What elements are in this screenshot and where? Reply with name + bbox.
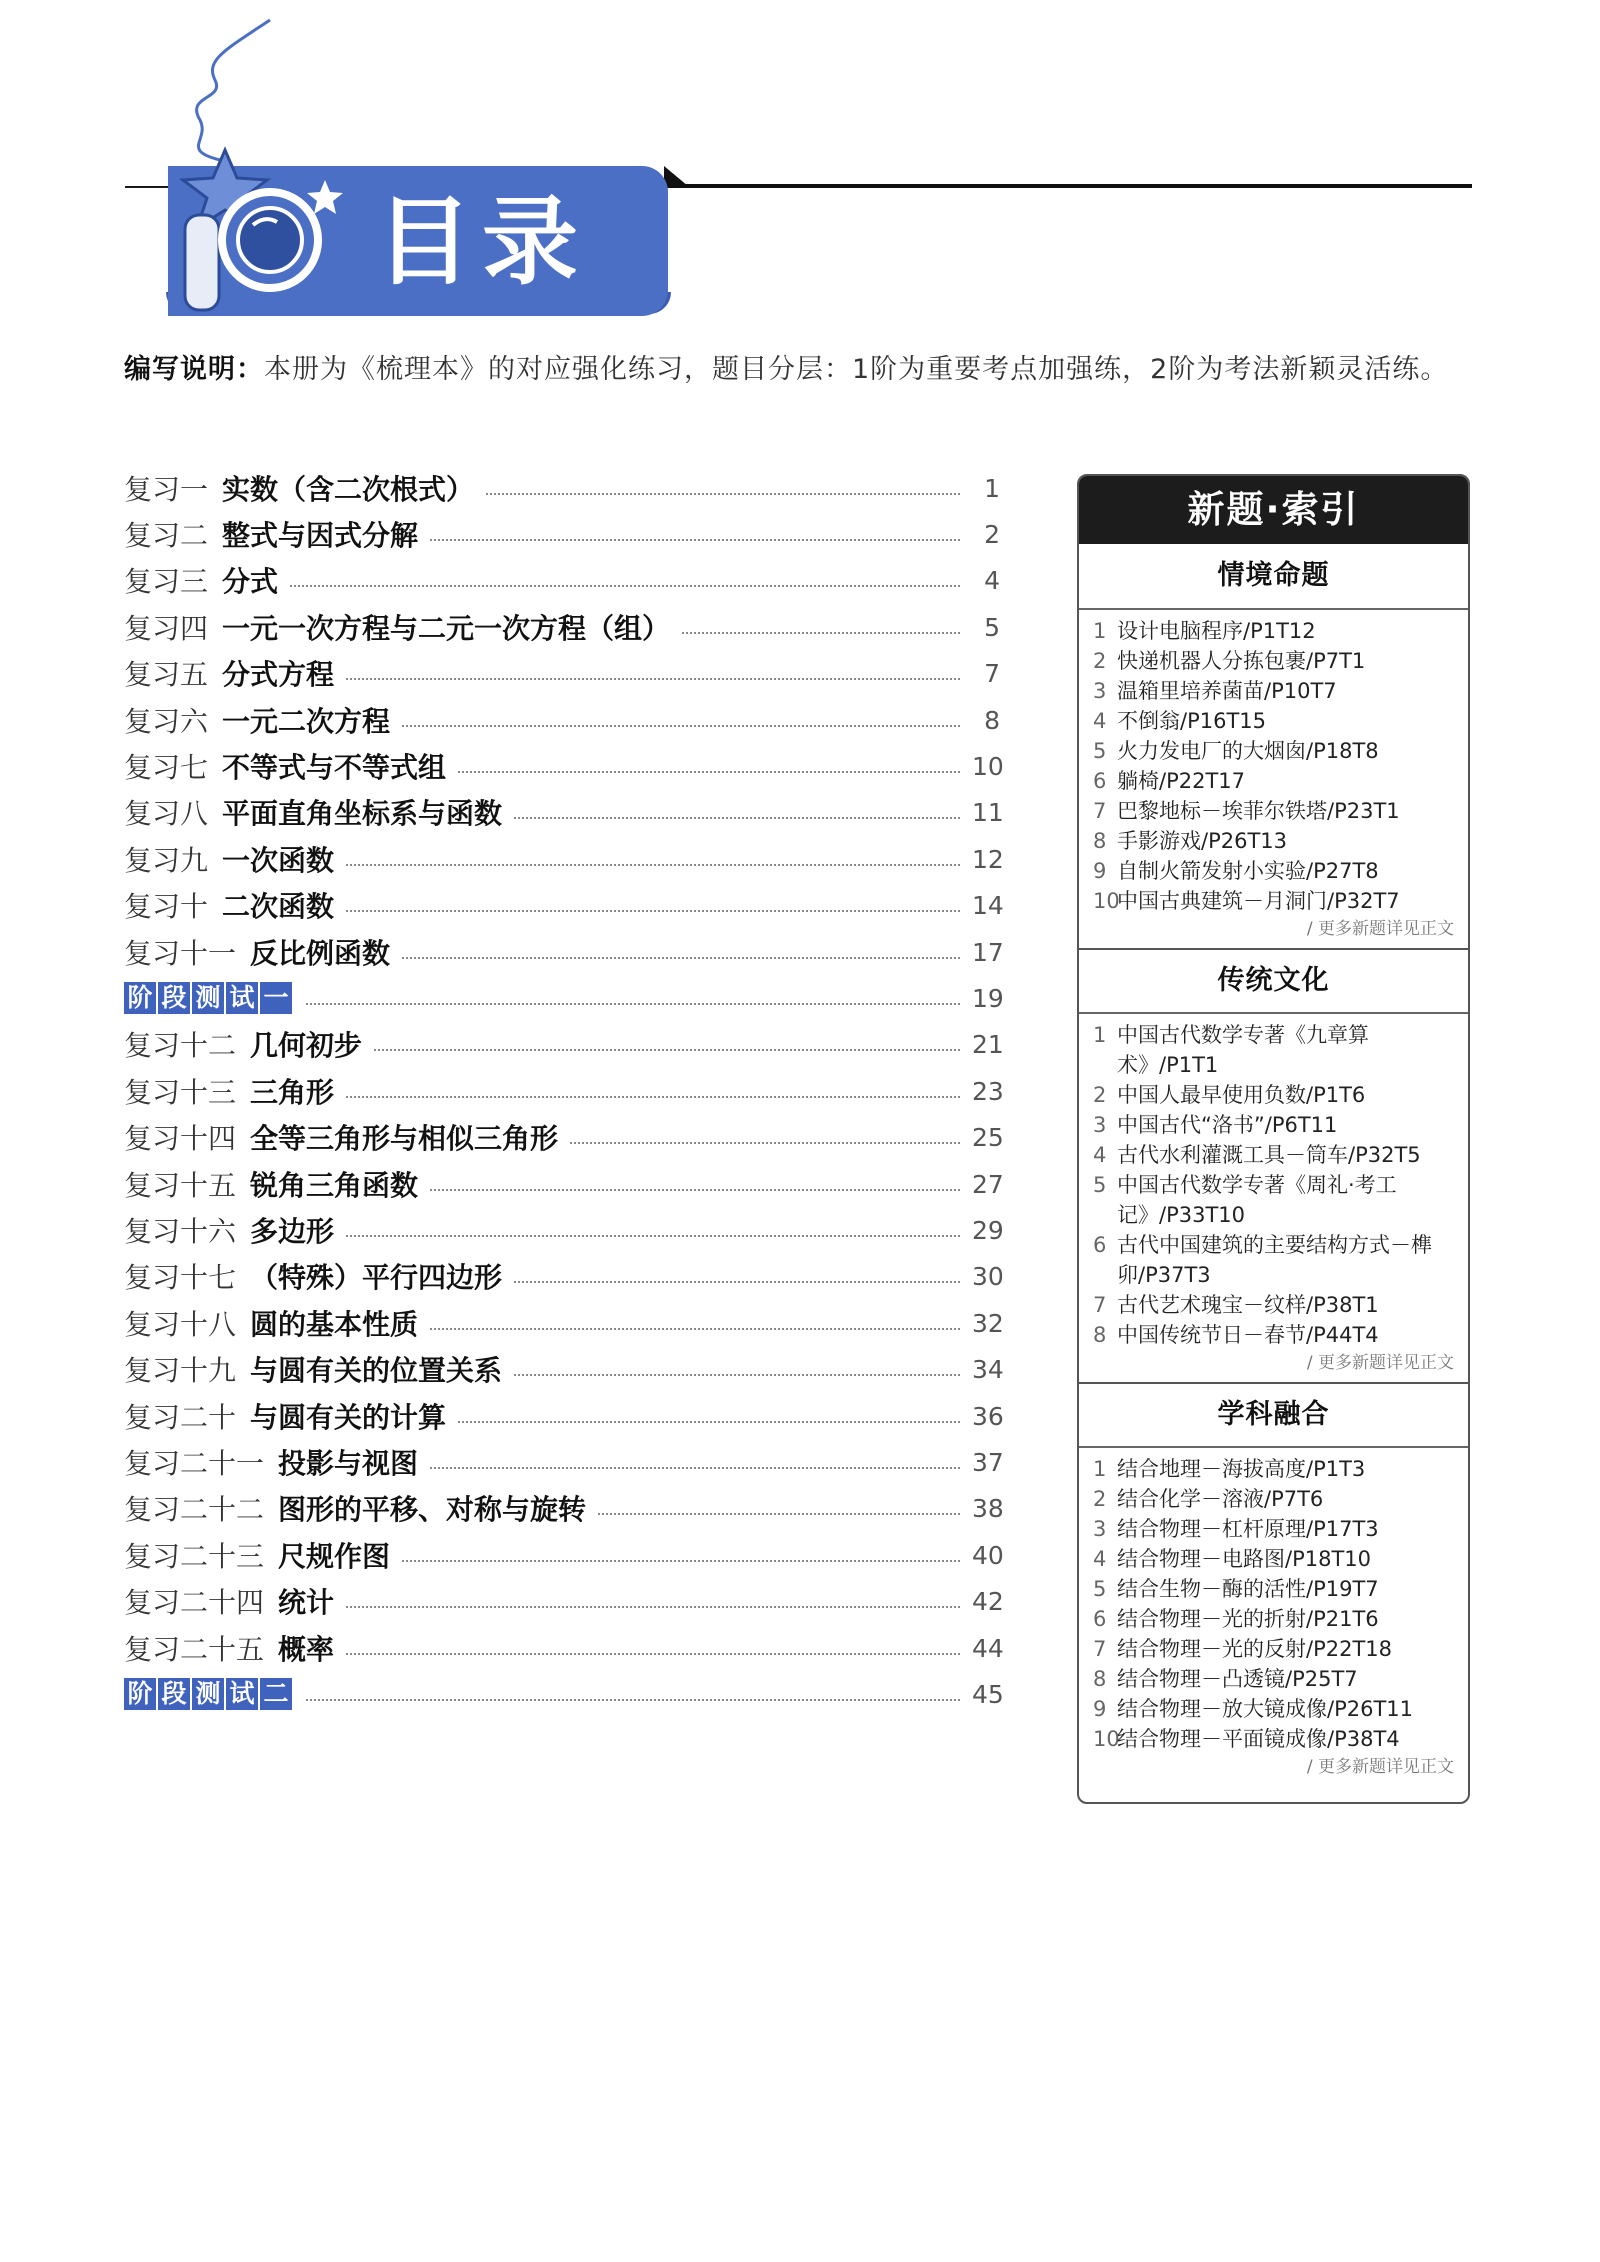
index-item[interactable] — [1093, 1544, 1454, 1574]
index-item[interactable] — [1093, 1724, 1454, 1754]
toc-page-number: 34 — [972, 1354, 1004, 1384]
toc-row[interactable] — [124, 1628, 1004, 1668]
index-item-number: 8 — [1093, 1667, 1107, 1691]
index-item[interactable] — [1093, 1320, 1454, 1350]
stage-test-char: 测 — [192, 982, 224, 1014]
index-item[interactable] — [1093, 1020, 1454, 1080]
toc-leader-dots — [346, 1653, 960, 1655]
new-question-index — [1077, 474, 1470, 1804]
index-item[interactable] — [1093, 736, 1454, 766]
toc-leader-dots — [570, 1142, 960, 1144]
toc-page-number: 30 — [972, 1261, 1004, 1291]
astronaut-star-icon — [165, 0, 365, 320]
index-item-number: 5 — [1093, 1577, 1107, 1601]
index-item-text: 结合物理－放大镜成像/P26T11 — [1117, 1697, 1414, 1721]
toc-row[interactable] — [124, 792, 1004, 832]
toc-page-number: 8 — [984, 705, 1000, 735]
index-item-text: 中国古代“洛书”/P6T11 — [1117, 1113, 1338, 1137]
index-item-text: 结合物理－电路图/P18T10 — [1117, 1547, 1372, 1571]
toc-leader-dots — [402, 957, 960, 959]
toc-row[interactable] — [124, 1674, 1004, 1714]
toc-leader-dots — [346, 1606, 960, 1608]
index-item-number: 1 — [1093, 619, 1107, 643]
toc-chapter-number: 复习十七 — [124, 1261, 237, 1294]
index-item-text: 巴黎地标－埃菲尔铁塔/P23T1 — [1117, 799, 1400, 823]
toc-leader-dots — [346, 910, 960, 912]
index-item-text: 古代艺术瑰宝－纹样/P38T1 — [1117, 1293, 1379, 1317]
toc-chapter-title: 全等三角形与相似三角形 — [250, 1122, 559, 1155]
toc-row[interactable] — [124, 653, 1000, 693]
toc-page-number: 4 — [984, 565, 1000, 595]
index-section-list — [1079, 610, 1468, 916]
toc-chapter-number: 复习二 — [124, 519, 209, 552]
toc-page-number: 10 — [972, 751, 1004, 781]
toc-page-number: 27 — [972, 1169, 1004, 1199]
toc-row[interactable] — [124, 885, 1004, 925]
index-more-note: / 更多新题详见正文 — [1306, 919, 1454, 939]
toc-page-number: 1 — [984, 473, 1000, 503]
index-item-number: 1 — [1093, 1457, 1107, 1481]
toc-chapter-number: 复习九 — [124, 844, 209, 877]
intro-text: 本册为《梳理本》的对应强化练习，题目分层：1阶为重要考点加强练，2阶为考法新颖灵活练。 — [264, 354, 1449, 385]
index-item-text: 中国人最早使用负数/P1T6 — [1117, 1083, 1366, 1107]
toc-chapter-title: 概率 — [278, 1633, 335, 1666]
toc-leader-dots — [402, 1560, 960, 1562]
index-item-text: 中国古代数学专著《周礼·考工记》/P33T10 — [1117, 1173, 1397, 1227]
index-item[interactable] — [1093, 1484, 1454, 1514]
index-item-number: 4 — [1093, 1547, 1107, 1571]
index-section-title: 传统文化 — [1079, 950, 1468, 1014]
toc-chapter-title: 二次函数 — [222, 890, 335, 923]
toc-chapter-number: 复习十六 — [124, 1215, 237, 1248]
toc-chapter-number: 复习八 — [124, 797, 209, 830]
toc-row[interactable] — [124, 1024, 1004, 1064]
toc-chapter-title: 不等式与不等式组 — [222, 751, 447, 784]
stage-test-badge — [124, 1678, 294, 1710]
toc-chapter-title: 投影与视图 — [278, 1447, 419, 1480]
toc-leader-dots — [430, 1467, 960, 1469]
stage-test-char: 试 — [226, 982, 258, 1014]
toc-chapter-number: 复习七 — [124, 751, 209, 784]
toc-leader-dots — [346, 678, 960, 680]
index-item-text: 古代水利灌溉工具－筒车/P32T5 — [1117, 1143, 1421, 1167]
toc-page-number: 37 — [972, 1447, 1004, 1477]
index-item[interactable] — [1093, 1080, 1454, 1110]
toc-page-number: 11 — [972, 797, 1004, 827]
index-item-text: 结合生物－酶的活性/P19T7 — [1117, 1577, 1379, 1601]
toc-leader-dots — [514, 1281, 960, 1283]
toc-row[interactable] — [124, 468, 1000, 508]
toc-page-number: 21 — [972, 1029, 1004, 1059]
toc-row[interactable] — [124, 1535, 1004, 1575]
toc-chapter-number: 复习十八 — [124, 1308, 237, 1341]
stage-test-char: 段 — [158, 982, 190, 1014]
toc-chapter-number: 复习十 — [124, 890, 209, 923]
toc-row[interactable] — [124, 1581, 1004, 1621]
index-item[interactable] — [1093, 826, 1454, 856]
index-item-number: 7 — [1093, 1293, 1107, 1317]
index-item[interactable] — [1093, 856, 1454, 886]
toc-leader-dots — [458, 771, 960, 773]
toc-leader-dots — [374, 1049, 960, 1051]
index-item[interactable] — [1093, 1140, 1454, 1170]
index-item-number: 6 — [1093, 1233, 1107, 1257]
toc-row[interactable] — [124, 1396, 1004, 1436]
toc-row[interactable] — [124, 839, 1004, 879]
index-item-text: 结合化学－溶液/P7T6 — [1117, 1487, 1324, 1511]
toc-chapter-number: 复习十三 — [124, 1076, 237, 1109]
header-rule-notch — [664, 166, 688, 186]
index-item[interactable] — [1093, 1230, 1454, 1290]
toc-row[interactable] — [124, 607, 1000, 647]
toc-leader-dots — [306, 1699, 960, 1701]
index-section-title: 情境命题 — [1079, 544, 1468, 610]
toc-chapter-number: 复习二十三 — [124, 1540, 265, 1573]
toc-leader-dots — [486, 493, 960, 495]
index-item[interactable] — [1093, 1290, 1454, 1320]
toc-page-number: 45 — [972, 1679, 1004, 1709]
index-item-number: 2 — [1093, 1083, 1107, 1107]
toc-chapter-number: 复习六 — [124, 705, 209, 738]
index-item[interactable] — [1093, 616, 1454, 646]
toc-page-number: 38 — [972, 1493, 1004, 1523]
toc-leader-dots — [306, 1003, 960, 1005]
intro-label: 编写说明： — [124, 354, 264, 385]
index-item-number: 5 — [1093, 739, 1107, 763]
toc-row[interactable] — [124, 514, 1000, 554]
index-sections — [1079, 544, 1468, 1786]
toc-leader-dots — [346, 1235, 960, 1237]
toc-chapter-number: 复习四 — [124, 612, 209, 645]
toc-leader-dots — [458, 1421, 960, 1423]
toc-leader-dots — [430, 1189, 960, 1191]
toc-chapter-title: 三角形 — [250, 1076, 335, 1109]
toc-chapter-number: 复习十九 — [124, 1354, 237, 1387]
toc-leader-dots — [430, 1328, 960, 1330]
index-item-text: 自制火箭发射小实验/P27T8 — [1117, 859, 1379, 883]
toc-chapter-number: 复习二十 — [124, 1401, 237, 1434]
stage-test-char: 段 — [158, 1678, 190, 1710]
index-item-text: 中国古代数学专著《九章算术》/P1T1 — [1117, 1023, 1369, 1077]
toc-leader-dots — [290, 585, 960, 587]
toc-row[interactable] — [124, 1349, 1004, 1389]
toc-row[interactable] — [124, 1210, 1004, 1250]
index-section-title: 学科融合 — [1079, 1384, 1468, 1448]
toc-row[interactable] — [124, 1442, 1004, 1482]
toc-page-number: 25 — [972, 1122, 1004, 1152]
toc-leader-dots — [402, 725, 960, 727]
toc-leader-dots — [598, 1513, 960, 1515]
toc-chapter-number: 复习十五 — [124, 1169, 237, 1202]
index-item-number: 8 — [1093, 829, 1107, 853]
index-item[interactable] — [1093, 1454, 1454, 1484]
stage-test-char: 二 — [260, 1678, 292, 1710]
toc-leader-dots — [514, 1374, 960, 1376]
index-item-number: 2 — [1093, 649, 1107, 673]
toc-chapter-title: 锐角三角函数 — [250, 1169, 419, 1202]
index-item-text: 中国传统节日－春节/P44T4 — [1117, 1323, 1379, 1347]
toc-leader-dots — [682, 632, 960, 634]
index-item[interactable] — [1093, 1604, 1454, 1634]
index-item-number: 4 — [1093, 1143, 1107, 1167]
toc-page-number: 14 — [972, 890, 1004, 920]
toc-chapter-number: 复习三 — [124, 565, 209, 598]
toc-row[interactable] — [124, 1488, 1004, 1528]
toc-page-number: 19 — [972, 983, 1004, 1013]
index-item-text: 结合物理－光的反射/P22T18 — [1117, 1637, 1393, 1661]
index-item-number: 10 — [1093, 1727, 1120, 1751]
index-item-number: 10 — [1093, 889, 1120, 913]
toc-page-number: 36 — [972, 1401, 1004, 1431]
toc-page-number: 44 — [972, 1633, 1004, 1663]
index-item-number: 6 — [1093, 1607, 1107, 1631]
stage-test-char: 测 — [192, 1678, 224, 1710]
index-item[interactable] — [1093, 1514, 1454, 1544]
toc-chapter-title: 分式方程 — [222, 658, 335, 691]
toc-leader-dots — [430, 539, 960, 541]
toc-page-number: 40 — [972, 1540, 1004, 1570]
toc-chapter-title: 与圆有关的计算 — [250, 1401, 447, 1434]
toc-row[interactable] — [124, 1117, 1004, 1157]
toc-chapter-title: 平面直角坐标系与函数 — [222, 797, 503, 830]
toc-page-number: 2 — [984, 519, 1000, 549]
toc-chapter-title: 一次函数 — [222, 844, 335, 877]
intro-note — [124, 344, 1476, 396]
header-rule-thick — [665, 184, 1472, 188]
index-item-number: 3 — [1093, 1517, 1107, 1541]
toc-chapter-title: 分式 — [222, 565, 279, 598]
index-section-list — [1079, 1014, 1468, 1350]
toc-chapter-title: 一元二次方程 — [222, 705, 391, 738]
toc-chapter-number: 复习二十四 — [124, 1586, 265, 1619]
index-item-text: 古代中国建筑的主要结构方式－榫卯/P37T3 — [1117, 1233, 1432, 1287]
index-item[interactable] — [1093, 1110, 1454, 1140]
toc-page-number: 7 — [984, 658, 1000, 688]
index-item-text: 不倒翁/P16T15 — [1117, 709, 1267, 733]
index-item-number: 7 — [1093, 1637, 1107, 1661]
index-item-text: 设计电脑程序/P1T12 — [1117, 619, 1316, 643]
index-item-number: 7 — [1093, 799, 1107, 823]
index-item-text: 结合物理－杠杆原理/P17T3 — [1117, 1517, 1379, 1541]
toc-chapter-number: 复习十二 — [124, 1029, 237, 1062]
index-item-text: 快递机器人分拣包裹/P7T1 — [1117, 649, 1366, 673]
toc-chapter-title: 多边形 — [250, 1215, 335, 1248]
index-item[interactable] — [1093, 796, 1454, 826]
index-item-number: 5 — [1093, 1173, 1107, 1197]
index-item-text: 结合物理－凸透镜/P25T7 — [1117, 1667, 1358, 1691]
toc-chapter-title: 一元一次方程与二元一次方程（组） — [222, 612, 671, 645]
toc-page-number: 23 — [972, 1076, 1004, 1106]
index-item-text: 中国古典建筑－月洞门/P32T7 — [1117, 889, 1400, 913]
index-item[interactable] — [1093, 1574, 1454, 1604]
toc-row[interactable] — [124, 1256, 1004, 1296]
index-item[interactable] — [1093, 676, 1454, 706]
toc-chapter-title: 圆的基本性质 — [250, 1308, 419, 1341]
toc-row[interactable] — [124, 560, 1000, 600]
toc-chapter-title: 与圆有关的位置关系 — [250, 1354, 503, 1387]
index-item-number: 3 — [1093, 1113, 1107, 1137]
index-item-text: 结合物理－平面镜成像/P38T4 — [1117, 1727, 1400, 1751]
toc-chapter-title: （特殊）平行四边形 — [250, 1261, 503, 1294]
index-item[interactable] — [1093, 1634, 1454, 1664]
index-item-number: 2 — [1093, 1487, 1107, 1511]
index-item-text: 躺椅/P22T17 — [1117, 769, 1246, 793]
index-item-text: 温箱里培养菌苗/P10T7 — [1117, 679, 1337, 703]
toc-chapter-title: 实数（含二次根式） — [222, 473, 475, 506]
toc-row[interactable] — [124, 932, 1004, 972]
index-item-number: 8 — [1093, 1323, 1107, 1347]
toc-leader-dots — [346, 864, 960, 866]
stage-test-badge — [124, 982, 294, 1014]
index-item[interactable] — [1093, 766, 1454, 796]
stage-test-char: 试 — [226, 1678, 258, 1710]
index-item-text: 结合地理－海拔高度/P1T3 — [1117, 1457, 1366, 1481]
toc-chapter-title: 统计 — [278, 1586, 335, 1619]
toc-chapter-title: 整式与因式分解 — [222, 519, 419, 552]
index-item[interactable] — [1093, 1170, 1454, 1230]
toc-chapter-title: 图形的平移、对称与旋转 — [278, 1493, 587, 1526]
index-more-note: / 更多新题详见正文 — [1306, 1353, 1454, 1373]
index-item-number: 4 — [1093, 709, 1107, 733]
toc-chapter-title: 尺规作图 — [278, 1540, 391, 1573]
toc-page-number: 17 — [972, 937, 1004, 967]
index-item[interactable] — [1093, 886, 1454, 916]
toc-chapter-number: 复习二十二 — [124, 1493, 265, 1526]
toc-chapter-number: 复习五 — [124, 658, 209, 691]
toc-chapter-number: 复习二十五 — [124, 1633, 265, 1666]
stage-test-char: 阶 — [124, 982, 156, 1014]
index-section-list — [1079, 1448, 1468, 1754]
toc-page-number: 29 — [972, 1215, 1004, 1245]
toc-leader-dots — [346, 1096, 960, 1098]
toc-chapter-number: 复习十四 — [124, 1122, 237, 1155]
index-more-note: / 更多新题详见正文 — [1306, 1757, 1454, 1777]
page-title: 目录 — [376, 186, 588, 298]
toc-row[interactable] — [124, 700, 1000, 740]
index-item[interactable] — [1093, 1694, 1454, 1724]
toc-chapter-number: 复习二十一 — [124, 1447, 265, 1480]
index-item[interactable] — [1093, 646, 1454, 676]
toc-page-number: 42 — [972, 1586, 1004, 1616]
index-item[interactable] — [1093, 1664, 1454, 1694]
toc-row[interactable] — [124, 1071, 1004, 1111]
index-item-number: 9 — [1093, 1697, 1107, 1721]
index-item-number: 1 — [1093, 1023, 1107, 1047]
toc-page-number: 12 — [972, 844, 1004, 874]
index-item-number: 3 — [1093, 679, 1107, 703]
index-item-number: 9 — [1093, 859, 1107, 883]
toc-row[interactable] — [124, 978, 1004, 1018]
toc-chapter-number: 复习十一 — [124, 937, 237, 970]
index-item-text: 火力发电厂的大烟囱/P18T8 — [1117, 739, 1379, 763]
index-item-text: 结合物理－光的折射/P21T6 — [1117, 1607, 1379, 1631]
toc-chapter-number: 复习一 — [124, 473, 209, 506]
toc-leader-dots — [514, 817, 960, 819]
index-item-text: 手影游戏/P26T13 — [1117, 829, 1288, 853]
stage-test-char: 阶 — [124, 1678, 156, 1710]
index-item[interactable] — [1093, 706, 1454, 736]
stage-test-char: 一 — [260, 982, 292, 1014]
toc-chapter-title: 反比例函数 — [250, 937, 391, 970]
toc-row[interactable] — [124, 1303, 1004, 1343]
index-item-number: 6 — [1093, 769, 1107, 793]
index-title: 新题·索引 — [1079, 476, 1468, 544]
toc-page-number: 5 — [984, 612, 1000, 642]
toc-chapter-title: 几何初步 — [250, 1029, 363, 1062]
toc-row[interactable] — [124, 746, 1004, 786]
toc-row[interactable] — [124, 1164, 1004, 1204]
toc-page-number: 32 — [972, 1308, 1004, 1338]
